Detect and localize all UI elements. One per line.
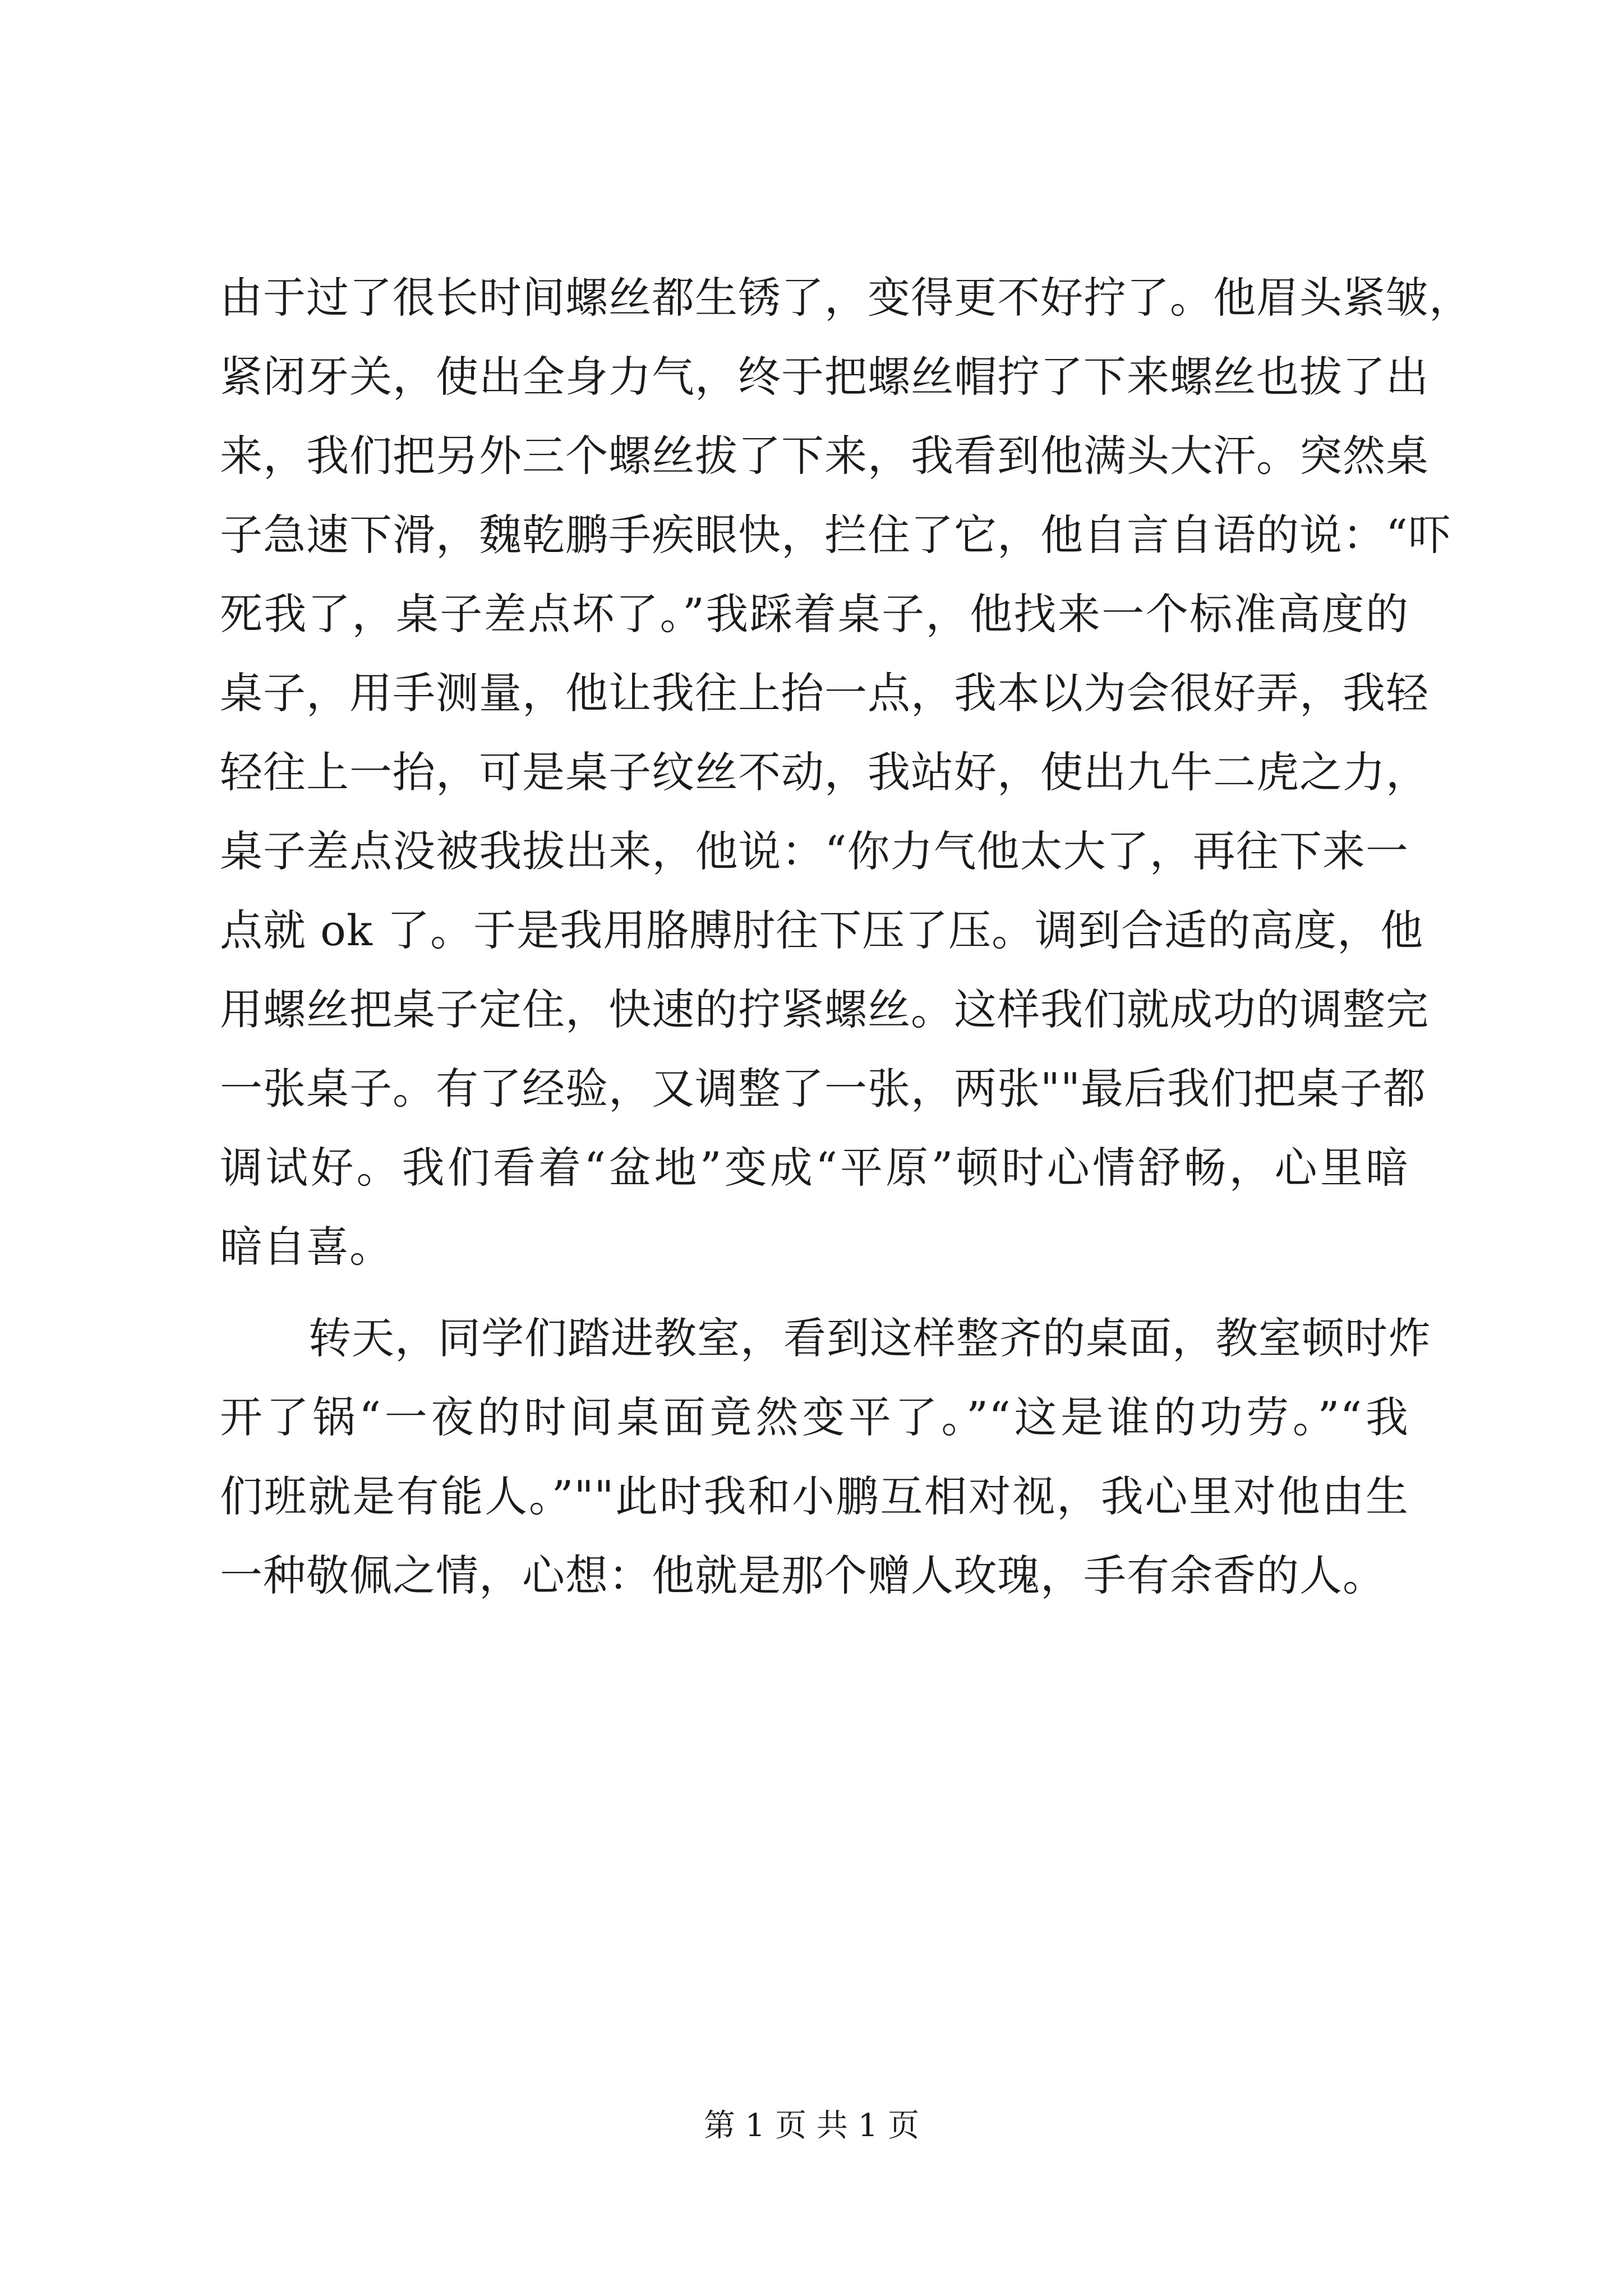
text-line: 暗自喜。 — [220, 1222, 393, 1272]
text-line: 桌子差点没被我拔出来，他说：“你力气他太大了，再往下来一 — [220, 826, 1409, 876]
page-footer: 第 1 页 共 1 页 — [703, 2108, 920, 2144]
paragraph-1 — [220, 258, 1472, 1286]
paragraph-2 — [220, 1299, 1431, 1615]
text-line: 用螺丝把桌子定住，快速的拧紧螺丝。这样我们就成功的调整完 — [220, 984, 1429, 1034]
text-line: 子急速下滑，魏乾鹏手疾眼快，拦住了它，他自言自语的说：“吓 — [220, 510, 1451, 560]
text-line: 调试好。我们看着“盆地”变成“平原”顿时心情舒畅，心里暗 — [220, 1143, 1409, 1193]
body-text — [220, 258, 1472, 1615]
text-line: 一种敬佩之情，心想：他就是那个赠人玫瑰，手有余香的人。 — [220, 1550, 1386, 1600]
text-line: 来，我们把另外三个螺丝拔了下来，我看到他满头大汗。突然桌 — [220, 431, 1429, 481]
text-line: 死我了，桌子差点坏了。”我踩着桌子，他找来一个标准高度的 — [220, 589, 1409, 639]
text-line: 紧闭牙关，使出全身力气，终于把螺丝帽拧了下来螺丝也拔了出 — [220, 352, 1429, 402]
text-line: 们班就是有能人。”""此时我和小鹏互相对视，我心里对他由生 — [220, 1471, 1409, 1521]
text-line: 一张桌子。有了经验，又调整了一张，两张""最后我们把桌子都 — [220, 1064, 1426, 1114]
paragraph-gap — [220, 1286, 1409, 1299]
text-line: 开了锅“一夜的时间桌面竟然变平了。”“这是谁的功劳。”“我 — [220, 1392, 1409, 1442]
text-line: 桌子，用手测量，他让我往上抬一点，我本以为会很好弄，我轻 — [220, 668, 1429, 718]
text-line: 轻往上一抬，可是桌子纹丝不动，我站好，使出九牛二虎之力， — [220, 747, 1429, 797]
text-line: 点就 ok 了。于是我用胳膊肘往下压了压。调到合适的高度，他 — [220, 905, 1424, 955]
text-line: 由于过了很长时间螺丝都生锈了，变得更不好拧了。他眉头紧皱， — [220, 273, 1472, 323]
text-line: 转天，同学们踏进教室，看到这样整齐的桌面，教室顿时炸 — [308, 1313, 1431, 1363]
